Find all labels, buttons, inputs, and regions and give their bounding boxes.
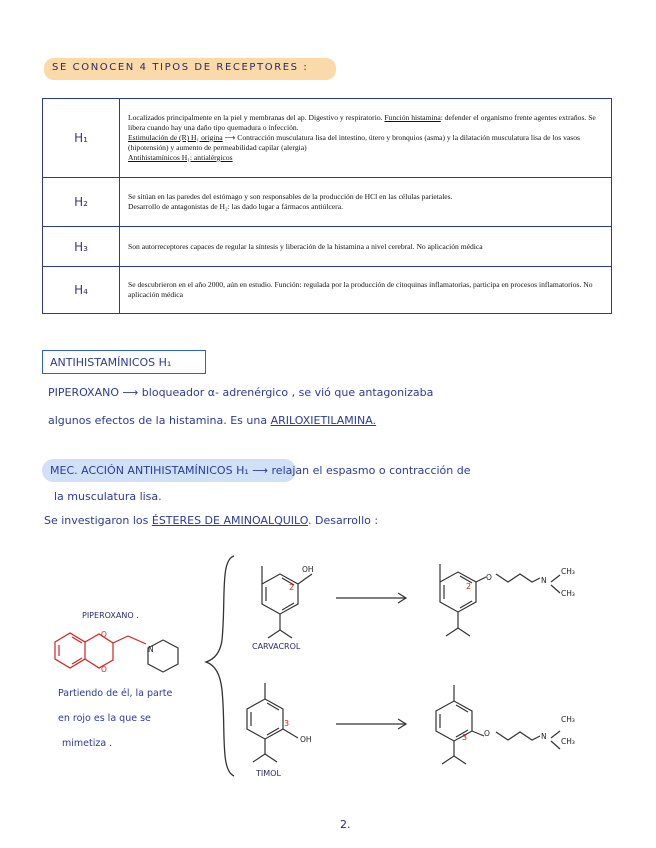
carvacrol-label: CARVACROL	[252, 642, 301, 651]
receptor-key: H₂	[43, 178, 120, 227]
desarrollo-text: . Desarrollo :	[307, 514, 379, 527]
mec-title: MEC. ACCIÓN ANTIHISTAMÍNICOS H₁	[50, 464, 249, 477]
piperoxano-term: PIPEROXANO	[48, 386, 120, 399]
product-2-structure	[436, 685, 560, 764]
product-2-ch3-b: CH₃	[561, 737, 575, 746]
curly-brace	[206, 556, 234, 776]
note-line-1: Partiendo de él, la parte	[58, 688, 173, 699]
receptor-key: H₃	[43, 227, 120, 267]
desc-line: Estimulación de (R) H₁ origina ⟶ Contracción musculatura lisa del intestino, útero y bronquios (asma) y la dilatación musculatura lisa de los vasos (hipotensión) y aumento de permeabilidad capilar (alergia)	[128, 133, 580, 152]
page-number: 2.	[340, 818, 351, 831]
carvacrol-pos-2: 2	[289, 583, 295, 592]
product-1-structure	[440, 564, 560, 636]
piperoxano-o1: O	[101, 630, 107, 639]
mec-line-2: la musculatura lisa.	[54, 490, 162, 503]
product-1-pos-2: 2	[466, 582, 472, 591]
desc-line: Desarrollo de antagonistas de H₂: las dado lugar a fármacos antiúlcera.	[128, 202, 343, 211]
timol-pos-3: 3	[284, 719, 290, 728]
product-1-o: O	[486, 573, 492, 582]
desc-line: Son autorreceptores capaces de regular la síntesis y liberación de la histamina a nivel cerebral. No aplicación médica	[128, 241, 483, 251]
product-2-ch3-a: CH₃	[561, 715, 575, 724]
receptor-key: H₁	[43, 99, 120, 178]
carvacrol-oh: OH	[302, 565, 314, 574]
product-2-n: N	[541, 732, 547, 741]
product-2-o: O	[484, 729, 490, 738]
timol-structure	[247, 683, 298, 762]
receptor-key: H₄	[43, 267, 120, 314]
piperoxano-n: N	[148, 645, 154, 654]
product-1-ch3-a: CH₃	[561, 567, 575, 576]
antihist-title: ANTIHISTAMÍNICOS H₁	[50, 356, 172, 369]
carvacrol-structure	[262, 566, 312, 638]
ariloxi-text: algunos efectos de la histamina. Es una	[48, 414, 268, 427]
section-title: SE CONOCEN 4 TIPOS DE RECEPTORES :	[52, 62, 309, 73]
product-1-ch3-b: CH₃	[561, 589, 575, 598]
timol-label: TIMOL	[256, 769, 281, 778]
ariloxi-term: ARILOXIETILAMINA.	[270, 414, 377, 427]
piperoxano-desc: bloqueador α- adrenérgico , se vió que antagonizaba	[141, 386, 434, 399]
mec-desc: relajan el espasmo o contracción de	[271, 464, 471, 477]
product-2-pos-3: 3	[462, 733, 468, 742]
note-line-2: en rojo es la que se	[58, 713, 151, 724]
piperoxano-label: PIPEROXANO .	[82, 611, 139, 620]
piperoxano-o2: O	[101, 665, 107, 674]
timol-oh: OH	[300, 735, 312, 744]
esteres-term: ÉSTERES DE AMINOALQUILO	[151, 514, 308, 527]
desc-line: Localizados principalmente en la piel y membranas del ap. Digestivo y respiratorio. Función histamina: defender el organismo frente agentes extraños. Se libera cuando hay una daño tipo quemadura o infección.	[128, 113, 596, 132]
esteres-text: Se investigaron los	[44, 514, 149, 527]
desc-line: Antihistamínicos H₁: antialérgicos	[128, 153, 233, 162]
arrow-icon: ⟶	[122, 386, 142, 399]
desc-line: Se descubrieron en el año 2000, aún en estudio. Función: regulada por la producción de citoquinas inflamatorias, participa en procesos inflamatorios. No aplicación médica	[128, 280, 593, 299]
note-line-3: mimetiza .	[62, 738, 113, 749]
product-1-n: N	[541, 576, 547, 585]
arrow-icon: ⟶	[252, 464, 272, 477]
desc-line: Se sitúan en las paredes del estómago y son responsables de la producción de HCl en las células parietales.	[128, 192, 453, 201]
